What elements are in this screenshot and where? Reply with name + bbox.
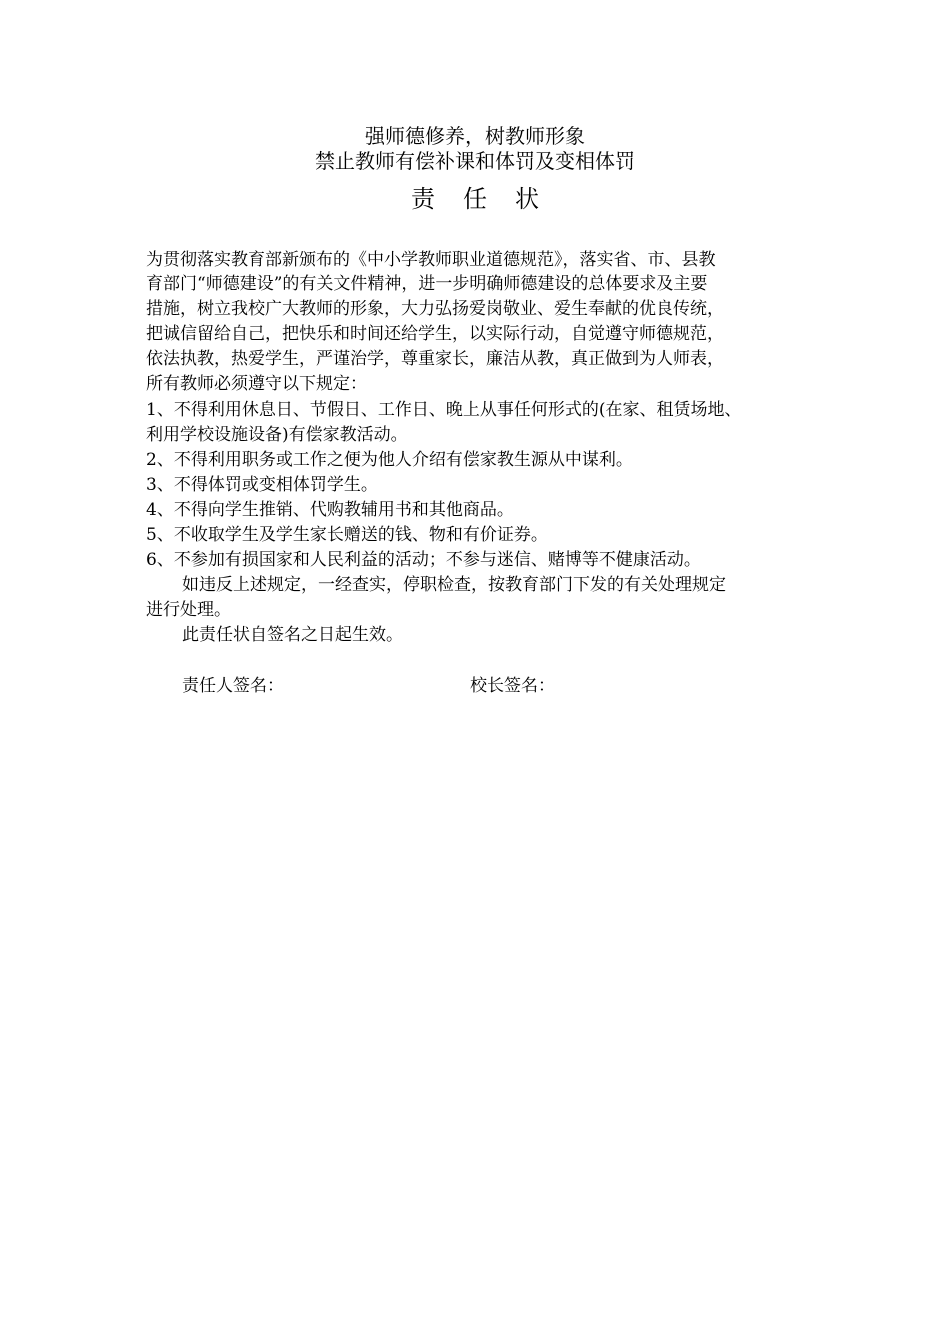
intro-line: 为贯彻落实教育部新颁布的《中小学教师职业道德规范》，落实省、市、县教 xyxy=(146,250,716,270)
principal-signature-label: 校长签名： xyxy=(470,676,555,696)
title-line-2: 禁止教师有偿补课和体罚及变相体罚 xyxy=(315,149,635,173)
intro-line: 所有教师必须遵守以下规定： xyxy=(146,374,367,394)
rule-line: 6、不参加有损国家和人民利益的活动；不参与迷信、赌博等不健康活动。 xyxy=(146,550,701,570)
intro-line: 育部门“师德建设”的有关文件精神，进一步明确师德建设的总体要求及主要 xyxy=(146,274,708,294)
effective-line: 此责任状自签名之日起生效。 xyxy=(182,625,403,645)
violation-line: 如违反上述规定，一经查实，停职检查，按教育部门下发的有关处理规定 xyxy=(182,575,726,595)
title-line-1: 强师德修养，树教师形象 xyxy=(365,124,585,148)
rule-line: 利用学校设施设备)有偿家教活动。 xyxy=(146,425,408,445)
rule-line: 1、不得利用休息日、节假日、工作日、晚上从事任何形式的(在家、租赁场地、 xyxy=(146,400,742,420)
document-title: 责任状 xyxy=(411,185,567,213)
rule-line: 4、不得向学生推销、代购教辅用书和其他商品。 xyxy=(146,500,514,520)
intro-line: 依法执教，热爱学生，严谨治学，尊重家长，廉洁从教，真正做到为人师表， xyxy=(146,349,724,369)
intro-line: 措施，树立我校广大教师的形象，大力弘扬爱岗敬业、爱生奉献的优良传统， xyxy=(146,299,724,319)
violation-line: 进行处理。 xyxy=(146,600,231,620)
rule-line: 3、不得体罚或变相体罚学生。 xyxy=(146,475,378,495)
intro-line: 把诚信留给自己，把快乐和时间还给学生，以实际行动，自觉遵守师德规范， xyxy=(146,324,724,344)
rule-line: 5、不收取学生及学生家长赠送的钱、物和有价证券。 xyxy=(146,525,548,545)
responsible-signature-label: 责任人签名： xyxy=(182,676,284,696)
rule-line: 2、不得利用职务或工作之便为他人介绍有偿家教生源从中谋利。 xyxy=(146,450,633,470)
